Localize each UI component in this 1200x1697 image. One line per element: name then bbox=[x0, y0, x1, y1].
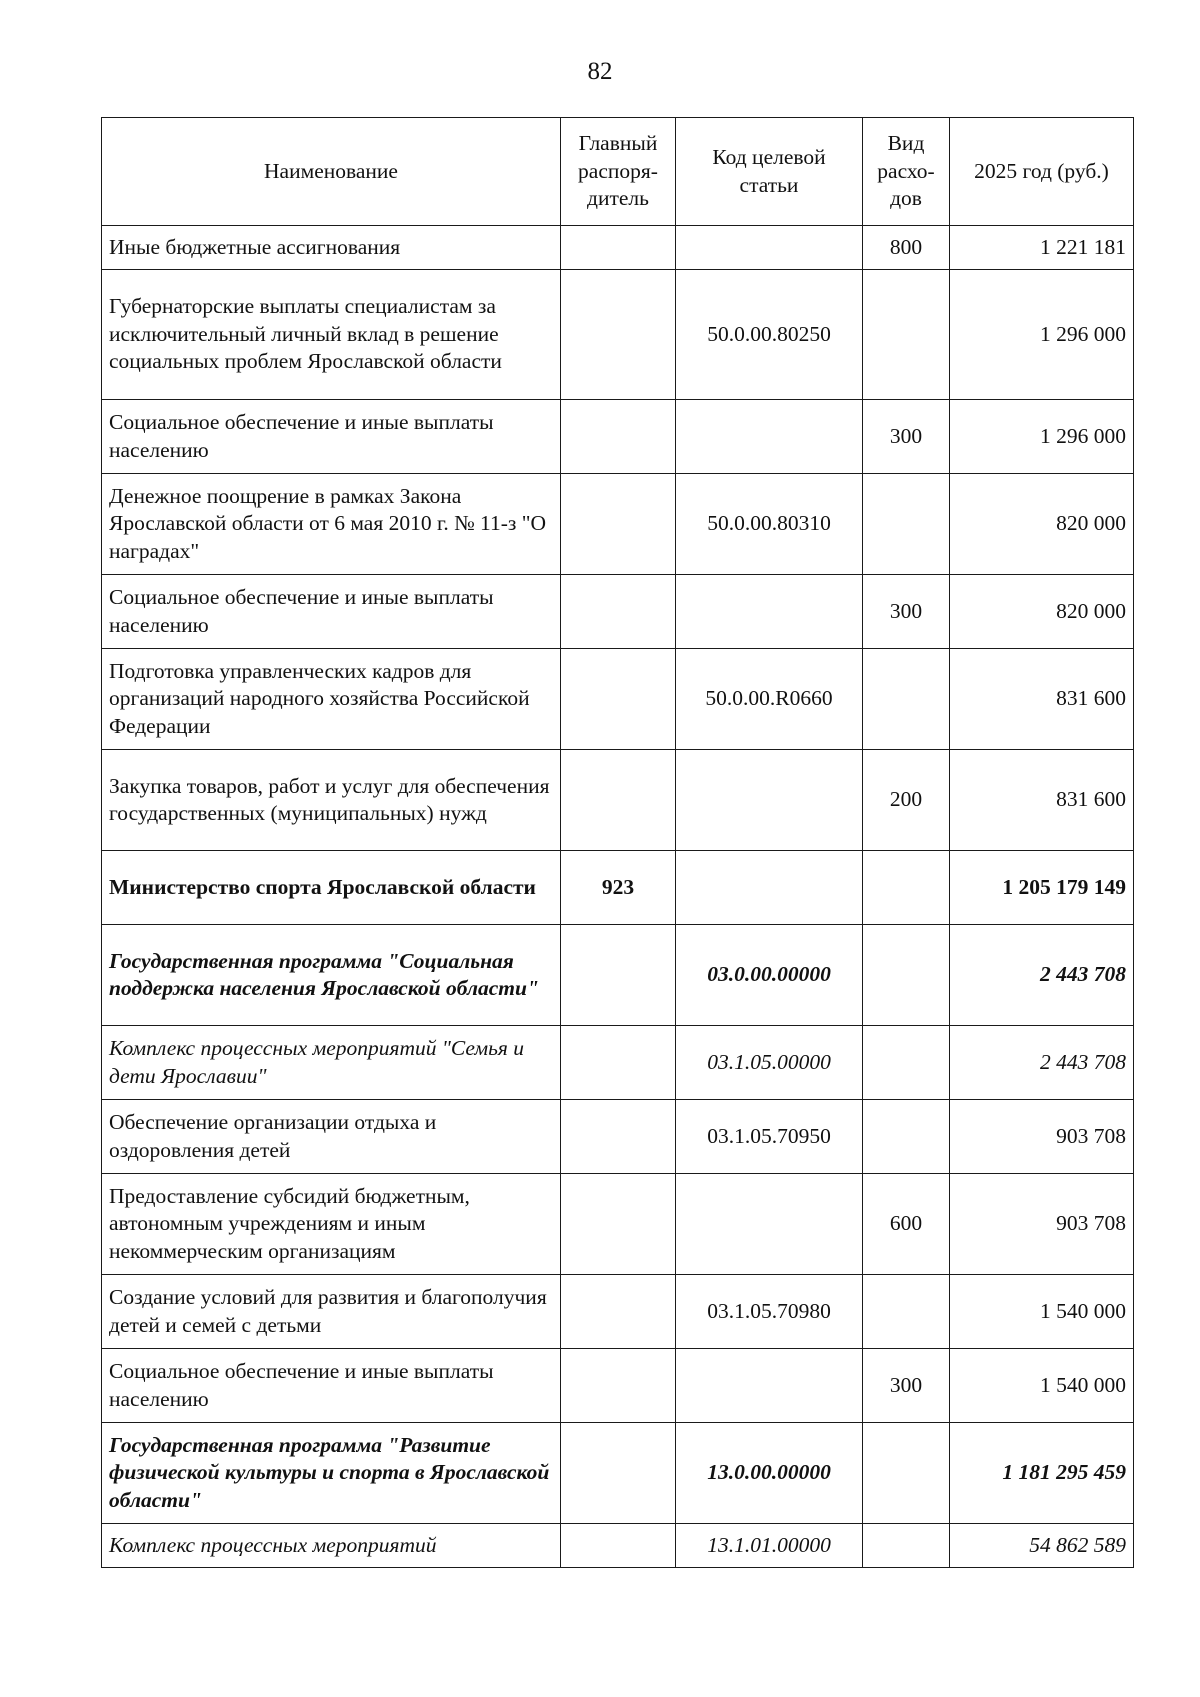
row-amount: 831 600 bbox=[950, 750, 1134, 851]
row-admin bbox=[561, 474, 676, 575]
row-amount: 1 296 000 bbox=[950, 270, 1134, 400]
row-admin bbox=[561, 925, 676, 1026]
row-expense-type bbox=[863, 1026, 950, 1100]
row-name: Социальное обеспечение и иные выплаты населению bbox=[102, 1349, 561, 1423]
row-expense-type bbox=[863, 270, 950, 400]
row-amount: 903 708 bbox=[950, 1174, 1134, 1275]
row-admin bbox=[561, 1026, 676, 1100]
row-code: 50.0.00.R0660 bbox=[676, 649, 863, 750]
row-amount: 820 000 bbox=[950, 575, 1134, 649]
table-row bbox=[102, 226, 1134, 270]
header-year-amount: 2025 год (руб.) bbox=[950, 118, 1134, 226]
page-number: 82 bbox=[587, 58, 613, 85]
row-code: 03.1.05.70980 bbox=[676, 1275, 863, 1349]
table-row bbox=[102, 649, 1134, 750]
row-amount: 1 540 000 bbox=[950, 1349, 1134, 1423]
row-amount: 1 205 179 149 bbox=[950, 851, 1134, 925]
row-name: Государственная программа "Социальная поддержка населения Ярославской области" bbox=[102, 925, 561, 1026]
table-row bbox=[102, 851, 1134, 925]
row-code: 50.0.00.80310 bbox=[676, 474, 863, 575]
row-name: Создание условий для развития и благополучия детей и семей с детьми bbox=[102, 1275, 561, 1349]
table-row bbox=[102, 575, 1134, 649]
row-admin bbox=[561, 575, 676, 649]
row-code bbox=[676, 1174, 863, 1275]
table-header-row bbox=[102, 118, 1134, 226]
table-row bbox=[102, 400, 1134, 474]
row-expense-type bbox=[863, 1275, 950, 1349]
row-expense-type bbox=[863, 851, 950, 925]
row-amount: 820 000 bbox=[950, 474, 1134, 575]
row-name: Государственная программа "Развитие физической культуры и спорта в Ярославской области" bbox=[102, 1423, 561, 1524]
row-admin bbox=[561, 1174, 676, 1275]
row-expense-type: 300 bbox=[863, 575, 950, 649]
table-row bbox=[102, 750, 1134, 851]
row-name: Закупка товаров, работ и услуг для обеспечения государственных (муниципальных) нужд bbox=[102, 750, 561, 851]
header-expense-type: Вид расхо-дов bbox=[863, 118, 950, 226]
row-admin bbox=[561, 226, 676, 270]
table-row bbox=[102, 1349, 1134, 1423]
row-amount: 903 708 bbox=[950, 1100, 1134, 1174]
row-expense-type bbox=[863, 649, 950, 750]
table-row bbox=[102, 1524, 1134, 1568]
row-expense-type: 600 bbox=[863, 1174, 950, 1275]
row-expense-type: 300 bbox=[863, 400, 950, 474]
row-code bbox=[676, 226, 863, 270]
row-expense-type bbox=[863, 1100, 950, 1174]
row-expense-type: 800 bbox=[863, 226, 950, 270]
row-expense-type bbox=[863, 474, 950, 575]
row-code: 13.0.00.00000 bbox=[676, 1423, 863, 1524]
row-code: 03.0.00.00000 bbox=[676, 925, 863, 1026]
row-name: Иные бюджетные ассигнования bbox=[102, 226, 561, 270]
row-name: Комплекс процессных мероприятий "Семья и дети Ярославии" bbox=[102, 1026, 561, 1100]
row-expense-type: 300 bbox=[863, 1349, 950, 1423]
table-row bbox=[102, 1174, 1134, 1275]
row-expense-type bbox=[863, 1423, 950, 1524]
table-row bbox=[102, 1026, 1134, 1100]
row-amount: 2 443 708 bbox=[950, 1026, 1134, 1100]
table-row bbox=[102, 1275, 1134, 1349]
row-admin bbox=[561, 1423, 676, 1524]
row-code: 13.1.01.00000 bbox=[676, 1524, 863, 1568]
row-amount: 831 600 bbox=[950, 649, 1134, 750]
row-name: Подготовка управленческих кадров для организаций народного хозяйства Российской Федерации bbox=[102, 649, 561, 750]
row-admin bbox=[561, 270, 676, 400]
row-name: Социальное обеспечение и иные выплаты населению bbox=[102, 575, 561, 649]
row-name: Губернаторские выплаты специалистам за исключительный личный вклад в решение социальных проблем Ярославской области bbox=[102, 270, 561, 400]
row-name: Социальное обеспечение и иные выплаты населению bbox=[102, 400, 561, 474]
row-code bbox=[676, 1349, 863, 1423]
table-row bbox=[102, 1423, 1134, 1524]
row-amount: 1 540 000 bbox=[950, 1275, 1134, 1349]
row-admin bbox=[561, 750, 676, 851]
row-admin bbox=[561, 649, 676, 750]
row-admin bbox=[561, 400, 676, 474]
row-amount: 54 862 589 bbox=[950, 1524, 1134, 1568]
row-code: 50.0.00.80250 bbox=[676, 270, 863, 400]
row-admin bbox=[561, 1275, 676, 1349]
row-code bbox=[676, 750, 863, 851]
row-expense-type: 200 bbox=[863, 750, 950, 851]
row-amount: 2 443 708 bbox=[950, 925, 1134, 1026]
table-row bbox=[102, 270, 1134, 400]
row-code bbox=[676, 575, 863, 649]
row-expense-type bbox=[863, 1524, 950, 1568]
header-code: Код целевой статьи bbox=[676, 118, 863, 226]
budget-table bbox=[101, 117, 1134, 1568]
row-amount: 1 181 295 459 bbox=[950, 1423, 1134, 1524]
row-code bbox=[676, 400, 863, 474]
row-name: Предоставление субсидий бюджетным, автономным учреждениям и иным некоммерческим организациям bbox=[102, 1174, 561, 1275]
row-admin: 923 bbox=[561, 851, 676, 925]
row-admin bbox=[561, 1524, 676, 1568]
table-row bbox=[102, 925, 1134, 1026]
row-admin bbox=[561, 1349, 676, 1423]
header-name: Наименование bbox=[102, 118, 561, 226]
row-name: Министерство спорта Ярославской области bbox=[102, 851, 561, 925]
row-code: 03.1.05.70950 bbox=[676, 1100, 863, 1174]
row-code: 03.1.05.00000 bbox=[676, 1026, 863, 1100]
row-amount: 1 221 181 bbox=[950, 226, 1134, 270]
row-name: Денежное поощрение в рамках Закона Ярославской области от 6 мая 2010 г. № 11-з "О наградах" bbox=[102, 474, 561, 575]
row-admin bbox=[561, 1100, 676, 1174]
row-name: Обеспечение организации отдыха и оздоровления детей bbox=[102, 1100, 561, 1174]
row-code bbox=[676, 851, 863, 925]
header-admin: Главный распоря-дитель bbox=[561, 118, 676, 226]
row-name: Комплекс процессных мероприятий bbox=[102, 1524, 561, 1568]
table-row bbox=[102, 1100, 1134, 1174]
row-expense-type bbox=[863, 925, 950, 1026]
table-row bbox=[102, 474, 1134, 575]
row-amount: 1 296 000 bbox=[950, 400, 1134, 474]
